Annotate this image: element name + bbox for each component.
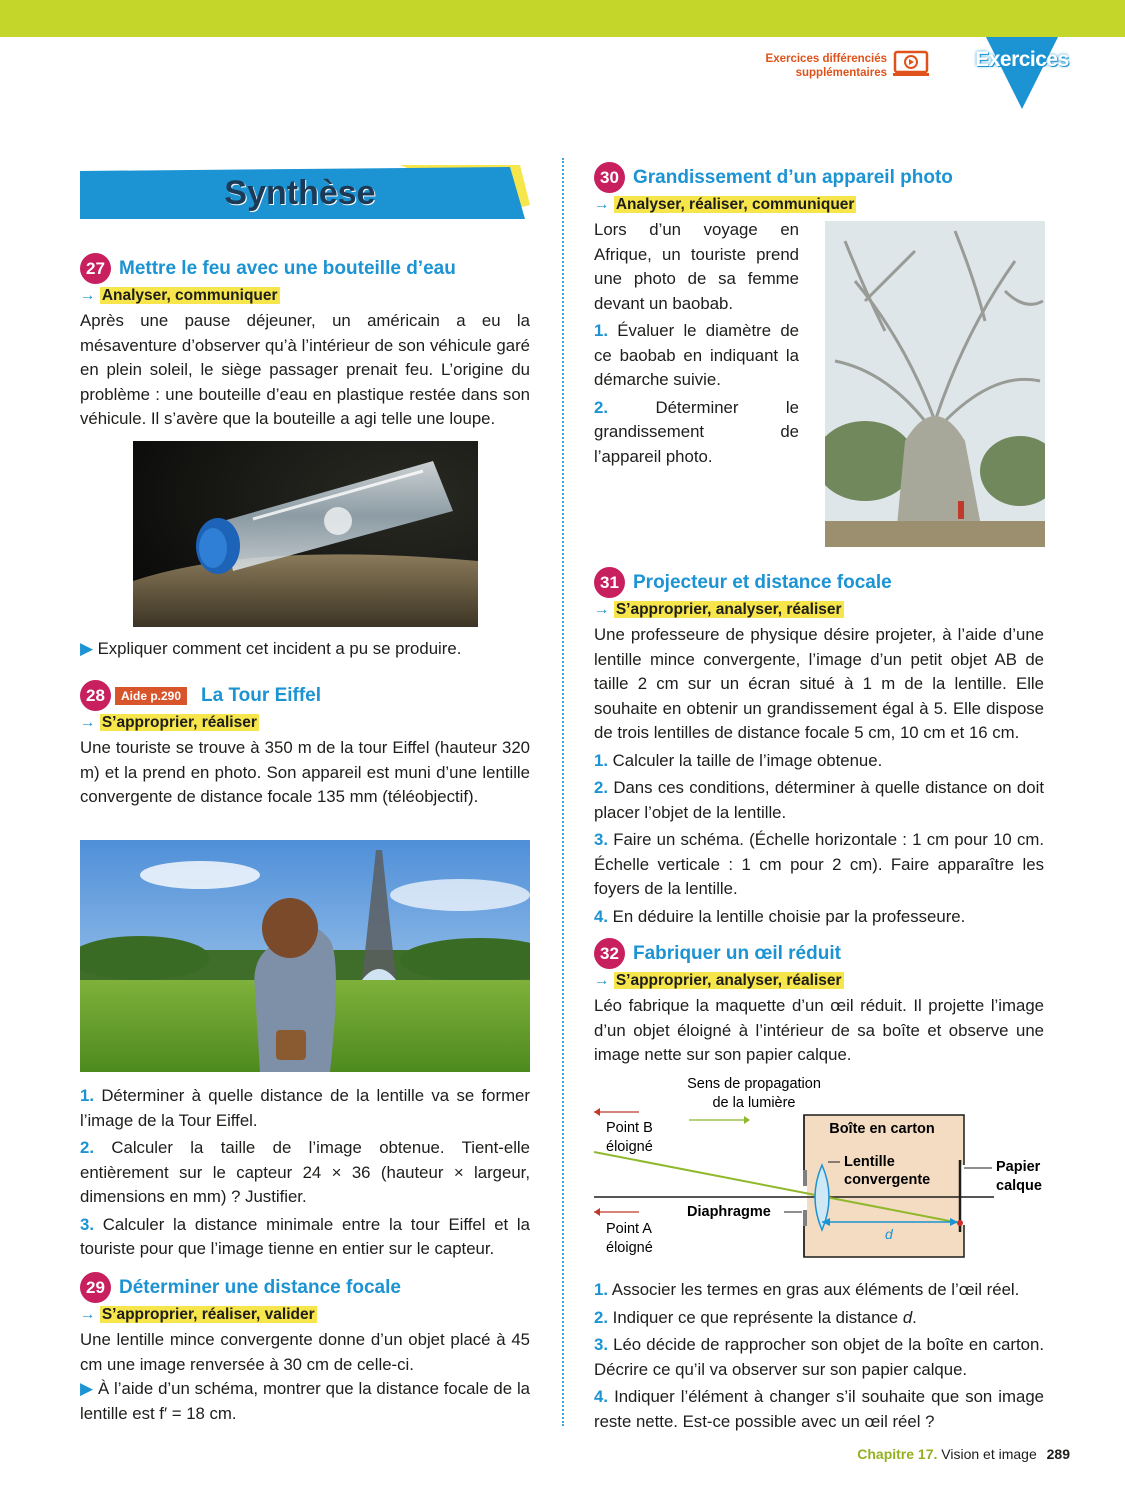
question-number: 1.: [594, 1280, 608, 1299]
diaphragm-top: [803, 1170, 807, 1186]
video-icon[interactable]: [893, 50, 929, 78]
question-number: 2.: [80, 1138, 94, 1157]
skill-line: [594, 601, 1044, 619]
lens-label-2: convergente: [844, 1172, 931, 1188]
question-number: 4.: [594, 1387, 608, 1406]
question-text: Déterminer à quelle distance de la lentille va se former l’image de la Tour Eiffel.: [80, 1086, 530, 1130]
skill-text: S’approprier, réaliser, valider: [101, 1306, 315, 1323]
skill-text: S’approprier, réaliser: [101, 714, 257, 731]
exercise-title: Déterminer une distance focale: [119, 1276, 401, 1298]
column-divider: [562, 158, 564, 1426]
eiffel-tower-photo: [80, 840, 530, 1072]
exercise-number: 32: [594, 938, 625, 969]
arrow-icon: →: [80, 287, 96, 304]
exercise-title: Projecteur et distance focale: [633, 571, 892, 593]
skill-line: [80, 714, 530, 732]
exercise-number: 31: [594, 567, 625, 598]
question-text: En déduire la lentille choisie par la professeure.: [612, 906, 966, 926]
skill-text: Analyser, communiquer: [101, 287, 278, 304]
exercise-text: Lors d’un voyage en Afrique, un touriste prend une photo de sa femme devant un baobab.: [594, 220, 799, 313]
arrow-icon: →: [594, 601, 610, 618]
skill-line: [594, 196, 1044, 214]
diaphragm-bottom: [803, 1210, 807, 1226]
question-text: Évaluer le diamètre de ce baobab en indiquant la démarche suivie.: [594, 321, 800, 389]
exercise-text: Après une pause déjeuner, un américain a eu la mésaventure d’observer qu’à l’intérieur de son véhicule garé en plein soleil, le siège passager prenait feu. L’origine du problème : une bouteille d’eau en plastique restée dans son véhicule. Il s’avère que la bouteille a agi telle une loupe.: [80, 311, 530, 428]
exercise-title: Fabriquer un œil réduit: [633, 942, 841, 964]
exercise-text: Une lentille mince convergente donne d’un objet placé à 45 cm une image renversée à 30 cm de celle-ci.: [80, 1330, 530, 1374]
calque-label-2: calque: [996, 1178, 1042, 1194]
page-footer: [857, 1446, 1070, 1462]
point-b-label-1: Point B: [606, 1120, 653, 1136]
question-text: Calculer la taille de l’image obtenue. Tient-elle entièrement sur le capteur 24 × 36 (hauteur × largeur, dimensions en mm) ? Justifier.: [80, 1138, 530, 1206]
skill-text: S’approprier, analyser, réaliser: [615, 972, 842, 989]
exercise-28-questions: [80, 1081, 530, 1262]
chapter-label: Chapitre 17.: [857, 1446, 938, 1462]
skill-text: Analyser, réaliser, communiquer: [615, 196, 855, 213]
extra-exercises-line1: Exercices différenciés: [765, 53, 887, 65]
exercise-text: Léo fabrique la maquette d’un œil réduit. Il projette l’image d’un objet éloigné à l’intérieur de sa boîte et observe une image nette sur son papier calque.: [594, 996, 1044, 1064]
point-b-label-2: éloigné: [606, 1139, 653, 1155]
calque-label-1: Papier: [996, 1159, 1041, 1175]
question-number: 3.: [80, 1214, 94, 1234]
question-number: 4.: [594, 906, 608, 926]
exercise-28: [80, 680, 530, 810]
arrow-icon: →: [80, 714, 96, 731]
question-text: Expliquer comment cet incident a pu se produire.: [97, 639, 462, 658]
question-text: Associer les termes en gras aux éléments de l’œil réel.: [611, 1280, 1020, 1299]
question-text: Calculer la taille de l’image obtenue.: [612, 750, 883, 770]
arrow-icon: →: [80, 1306, 96, 1323]
lens-label-1: Lentille: [844, 1154, 895, 1170]
exercise-title: Grandissement d’un appareil photo: [633, 166, 953, 188]
question-text: Léo décide de rapprocher son objet de la boîte en carton. Décrire ce qu’il va observer sur son papier calque.: [594, 1335, 1044, 1379]
triangle-icon: ▶: [80, 1379, 94, 1398]
point-a-label-1: Point A: [606, 1221, 652, 1237]
exercise-text: Une professeure de physique désire projeter, à l’aide d’une lentille mince convergente, l’image d’un petit objet AB de taille 2 cm sur un écran situé à 1 m de la lentille. Elle souhaite en obtenir un grandissement égal à 5. Elle dispose de trois lentilles de distance focale 5 cm, 10 cm et 16 cm.: [594, 625, 1044, 742]
exercise-title: La Tour Eiffel: [201, 684, 322, 706]
d-label: d: [885, 1226, 893, 1242]
d-variable: d: [902, 1307, 913, 1327]
exercise-text: Une touriste se trouve à 350 m de la tour Eiffel (hauteur 320 m) et la prend en photo. Son appareil est muni d’une lentille convergente de distance focale 135 mm (téléobjectif).: [80, 738, 530, 806]
skill-line: [80, 1306, 530, 1324]
aide-badge[interactable]: Aide p.290: [115, 687, 187, 705]
exercise-27-question: [80, 637, 530, 662]
question-number: 1.: [594, 750, 608, 770]
diaphragm-label: Diaphragme: [687, 1204, 771, 1220]
question-text: Faire un schéma. (Échelle horizontale : 1 cm pour 10 cm. Échelle verticale : 1 cm pour 2 cm). Faire apparaître les foyers de la lentille.: [594, 830, 1044, 898]
exercise-number: 30: [594, 162, 625, 193]
eye-model-diagram: [594, 1070, 1054, 1270]
question-text: Indiquer ce que représente la distance: [612, 1307, 903, 1327]
exercise-31: [594, 567, 1044, 929]
question-number: 2.: [594, 397, 608, 417]
arrow-icon: →: [594, 196, 610, 213]
question-number: 3.: [594, 830, 608, 849]
sens-label-2: de la lumière: [712, 1095, 796, 1111]
image-point: [957, 1220, 963, 1226]
top-color-bar: [0, 0, 1125, 37]
point-a-label-2: éloigné: [606, 1240, 653, 1256]
question-text: À l’aide d’un schéma, montrer que la distance focale de la lentille est f′ = 18 cm.: [80, 1379, 530, 1423]
question-text-end: .: [912, 1307, 917, 1327]
question-text: Dans ces conditions, déterminer à quelle distance on doit placer l’objet de la lentille.: [594, 778, 1044, 822]
exercise-27: [80, 253, 530, 432]
question-number: 1.: [594, 321, 608, 340]
skill-line: [594, 972, 1044, 990]
exercices-tab-label: Exercices: [975, 48, 1069, 71]
exercise-title: Mettre le feu avec une bouteille d’eau: [119, 257, 456, 279]
question-text: Calculer la distance minimale entre la tour Eiffel et la touriste pour que l’image tienne en entier sur le capteur.: [80, 1214, 530, 1258]
question-number: 2.: [594, 778, 608, 797]
triangle-icon: ▶: [80, 639, 93, 658]
exercise-29: [80, 1272, 530, 1426]
question-number: 2.: [594, 1307, 608, 1327]
exercise-number: 29: [80, 1272, 111, 1303]
water-bottle-photo: [133, 441, 478, 627]
question-number: 1.: [80, 1086, 94, 1105]
skill-line: [80, 287, 530, 305]
extra-exercises-link[interactable]: [766, 52, 887, 80]
sens-label-1: Sens de propagation: [687, 1076, 821, 1092]
question-number: 3.: [594, 1335, 608, 1354]
synthese-title: Synthèse: [224, 174, 376, 212]
exercise-number: 27: [80, 253, 111, 284]
chapter-title: Vision et image: [941, 1446, 1037, 1462]
skill-text: S’approprier, analyser, réaliser: [615, 601, 842, 618]
exercise-32: [594, 938, 1044, 1068]
exercise-32-questions: [594, 1275, 1044, 1434]
question-text: Déterminer le grandissement de l’appareil photo.: [594, 397, 799, 466]
arrow-icon: →: [594, 972, 610, 989]
exercise-number: 28: [80, 680, 111, 711]
question-text: Indiquer l’élément à changer s’il souhaite que son image reste nette. Est-ce possible avec un œil réel ?: [594, 1387, 1045, 1431]
box-label: Boîte en carton: [829, 1121, 935, 1137]
extra-exercises-line2: supplémentaires: [795, 67, 887, 79]
baobab-photo: [825, 221, 1045, 547]
page-number: 289: [1046, 1446, 1070, 1462]
